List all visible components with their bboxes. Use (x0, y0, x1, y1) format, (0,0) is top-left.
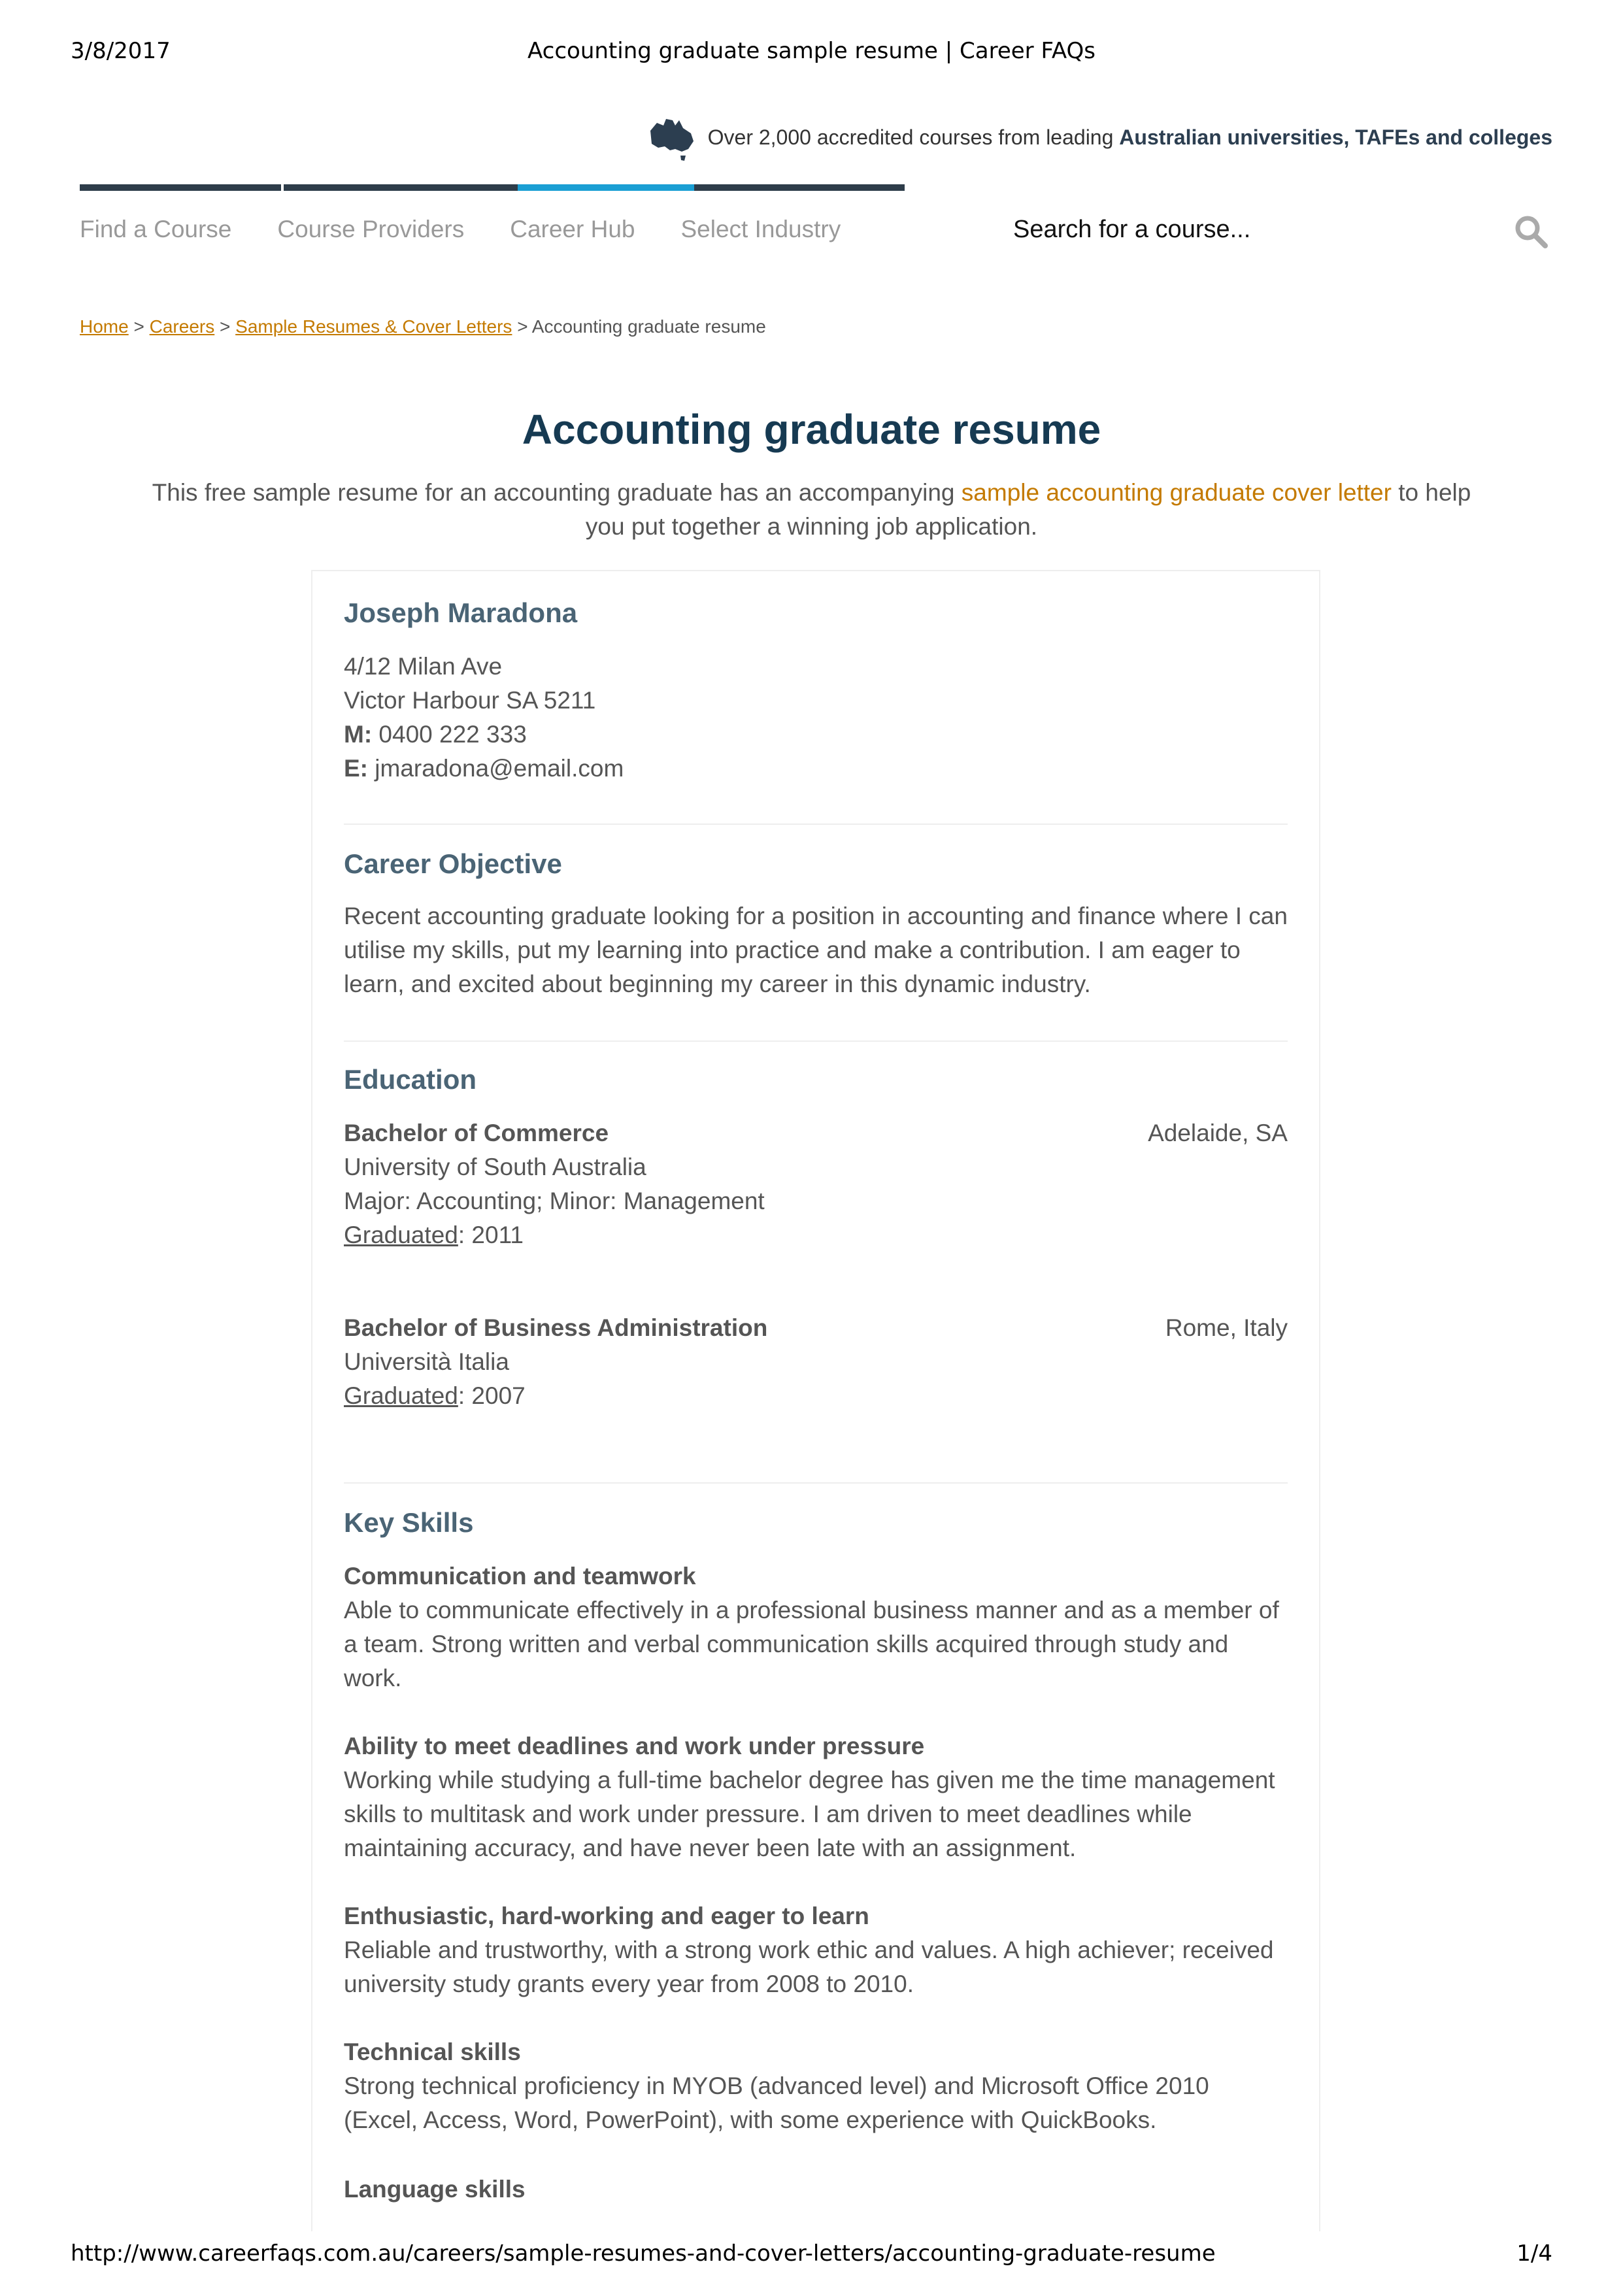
skill-title: Communication and teamwork (344, 1563, 696, 1589)
australia-map-icon (645, 111, 697, 163)
skill-item (344, 2035, 1288, 2137)
print-date: 3/8/2017 (71, 38, 171, 64)
education-degree: Bachelor of Commerce (344, 1120, 609, 1146)
skill-text: Strong technical proficiency in MYOB (advanced level) and Microsoft Office 2010 (Excel, Access, Word, PowerPoint), with some experience with QuickBooks. (344, 2072, 1209, 2133)
skill-title: Enthusiastic, hard-working and eager to learn (344, 1903, 869, 1929)
contact-block (344, 650, 1288, 786)
page-title: Accounting graduate resume (522, 406, 1101, 453)
nav-career-hub[interactable]: Career Hub (510, 216, 635, 242)
search-box[interactable] (1013, 210, 1549, 250)
address-line-1: 4/12 Milan Ave (344, 653, 503, 680)
skill-item (344, 2172, 1288, 2206)
skill-text: Able to communicate effectively in a professional business manner and as a member of a team. Strong written and verbal communication skills acquired through study and work. (344, 1597, 1279, 1691)
nav-bar-segment (694, 184, 905, 191)
breadcrumb-samples[interactable]: Sample Resumes & Cover Letters (235, 316, 512, 337)
nav-select-industry[interactable]: Select Industry (680, 216, 841, 242)
education-location: Adelaide, SA (1148, 1120, 1288, 1146)
nav-course-providers[interactable]: Course Providers (277, 216, 465, 242)
nav-bar-segment-active (518, 184, 694, 191)
skill-text: Reliable and trustworthy, with a strong work ethic and values. A high achiever; received university study grants every year from 2008 to 2010. (344, 1937, 1274, 1997)
cover-letter-link[interactable]: sample accounting graduate cover letter (961, 479, 1392, 506)
education-school: University of South Australia (344, 1154, 646, 1180)
education-degree: Bachelor of Business Administration (344, 1314, 768, 1341)
print-page-number: 1/4 (1516, 2240, 1552, 2267)
breadcrumb-home[interactable]: Home (80, 316, 129, 337)
education-heading: Education (344, 1064, 477, 1095)
search-icon[interactable] (1513, 213, 1549, 250)
promo-text: Over 2,000 accredited courses from leading Australian universities, TAFEs and colleges (707, 125, 1552, 149)
skill-item (344, 1899, 1288, 2001)
nav-bar-segment (281, 184, 520, 191)
education-graduated: Graduated: 2011 (344, 1222, 524, 1248)
search-input[interactable]: Search for a course... (1013, 216, 1251, 243)
nav-find-course[interactable]: Find a Course (80, 216, 232, 242)
breadcrumb-current: Accounting graduate resume (531, 316, 766, 337)
section-divider (344, 824, 1288, 825)
nav-bar-segment (80, 184, 281, 191)
skill-title: Ability to meet deadlines and work under pressure (344, 1733, 925, 1759)
resume-name: Joseph Maradona (344, 597, 578, 628)
skill-title: Language skills (344, 2176, 526, 2203)
education-graduated: Graduated: 2007 (344, 1382, 526, 1409)
address-line-2: Victor Harbour SA 5211 (344, 687, 596, 714)
print-url: http://www.careerfaqs.com.au/careers/sample-resumes-and-cover-letters/accounting-graduate-resume (71, 2240, 1216, 2267)
email-line: E: jmaradona@email.com (344, 755, 624, 782)
education-entry (344, 1311, 1288, 1413)
promo-banner (645, 111, 1552, 163)
education-entry (344, 1116, 1288, 1252)
education-location: Rome, Italy (1165, 1314, 1288, 1341)
skills-heading: Key Skills (344, 1507, 474, 1538)
objective-heading: Career Objective (344, 848, 562, 879)
breadcrumb: Home > Careers > Sample Resumes & Cover Letters > Accounting graduate resume (80, 316, 766, 337)
mobile-line: M: 0400 222 333 (344, 721, 527, 748)
skill-text: Working while studying a full-time bachelor degree has given me the time management skills to multitask and work under pressure. I am driven to meet deadlines while maintaining accuracy, and have never been late with an assignment. (344, 1767, 1275, 1861)
print-title: Accounting graduate sample resume | Career FAQs (527, 38, 1096, 64)
education-detail: Major: Accounting; Minor: Management (344, 1188, 765, 1214)
skill-item (344, 1729, 1288, 1865)
skill-title: Technical skills (344, 2038, 521, 2065)
education-school: Università Italia (344, 1348, 509, 1375)
objective-text: Recent accounting graduate looking for a position in accounting and finance where I can utilise my skills, put my learning into practice and make a contribution. I am eager to learn, and excited about beginning my career in this dynamic industry. (344, 903, 1288, 997)
main-nav (80, 216, 841, 243)
skill-item (344, 1559, 1288, 1695)
section-divider (344, 1482, 1288, 1484)
resume-card (311, 570, 1320, 2231)
intro-paragraph: This free sample resume for an accounting graduate has an accompanying sample accounting graduate cover letter to help you put together a winning job application. (152, 479, 1471, 540)
breadcrumb-careers[interactable]: Careers (149, 316, 215, 337)
section-divider (344, 1040, 1288, 1042)
